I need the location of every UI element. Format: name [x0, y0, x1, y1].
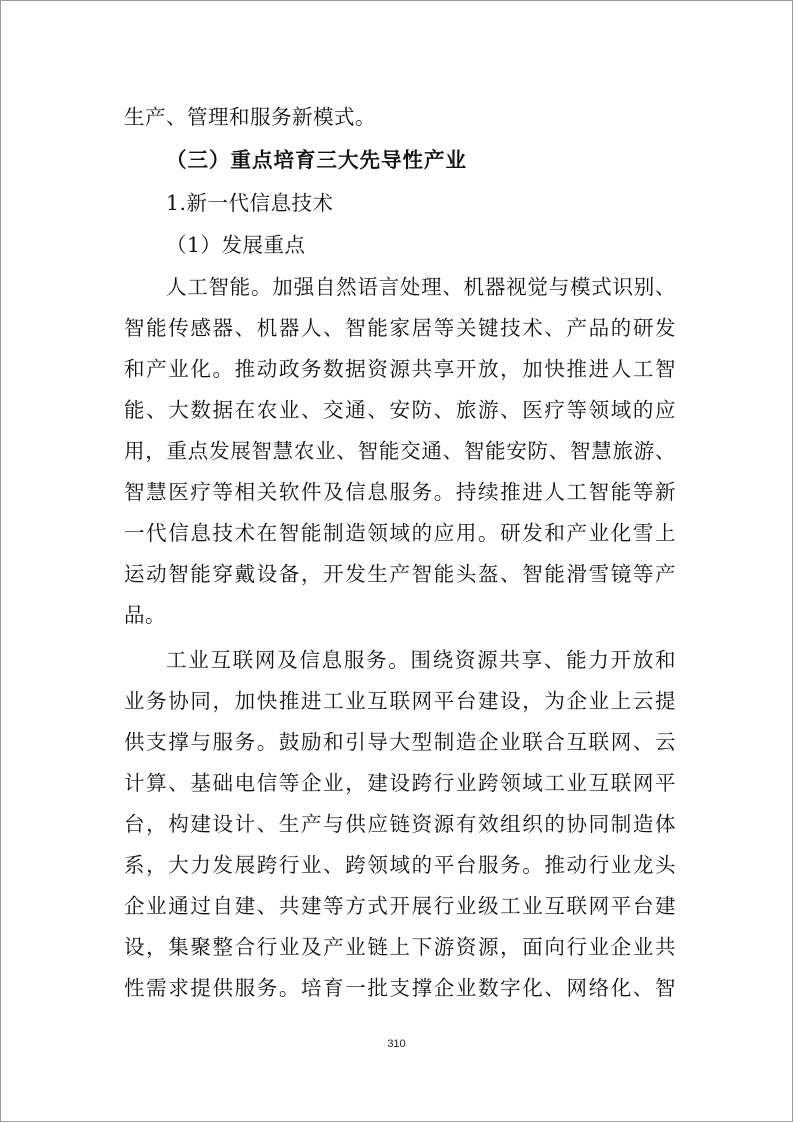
- paragraph-line: 计算、基础电信等企业，建设跨行业跨领域工业互联网平: [124, 771, 676, 795]
- sub-subsection-heading: （1）发展重点: [166, 233, 306, 257]
- section-heading: （三）重点培育三大先导性产业: [166, 148, 467, 172]
- subsection-heading: 1.新一代信息技术: [166, 191, 334, 215]
- paragraph-line: 智慧医疗等相关软件及信息服务。持续推进人工智能等新: [124, 480, 676, 504]
- paragraph-line: 品。: [124, 603, 166, 627]
- paragraph-line: 供支撑与服务。鼓励和引导大型制造企业联合互联网、云: [124, 730, 676, 754]
- paragraph-line: 运动智能穿戴设备，开发生产智能头盔、智能滑雪镜等产: [124, 562, 676, 586]
- paragraph-line: 一代信息技术在智能制造领域的应用。研发和产业化雪上: [124, 521, 676, 545]
- paragraph-line: 系，大力发展跨行业、跨领域的平台服务。推动行业龙头: [124, 853, 676, 877]
- paragraph-line: 用，重点发展智慧农业、智能交通、智能安防、智慧旅游、: [124, 439, 676, 463]
- paragraph-line: 工业互联网及信息服务。围绕资源共享、能力开放和: [166, 648, 676, 672]
- paragraph-line: 智能传感器、机器人、智能家居等关键技术、产品的研发: [124, 316, 676, 340]
- paragraph-line: 业务协同，加快推进工业互联网平台建设，为企业上云提: [124, 689, 676, 713]
- paragraph-line: 台，构建设计、生产与供应链资源有效组织的协同制造体: [124, 812, 676, 836]
- page-number: 310: [387, 1038, 406, 1050]
- paragraph-line: 和产业化。推动政务数据资源共享开放，加快推进人工智: [124, 357, 676, 381]
- paragraph-line: 能、大数据在农业、交通、安防、旅游、医疗等领域的应: [124, 398, 676, 422]
- paragraph-line: 性需求提供服务。培育一批支撑企业数字化、网络化、智: [124, 976, 676, 1000]
- paragraph-line: 人工智能。加强自然语言处理、机器视觉与模式识别、: [166, 275, 676, 299]
- paragraph-line: 企业通过自建、共建等方式开展行业级工业互联网平台建: [124, 894, 676, 918]
- paragraph-line: 设，集聚整合行业及产业链上下游资源，面向行业企业共: [124, 935, 676, 959]
- paragraph-line: 生产、管理和服务新模式。: [124, 105, 376, 129]
